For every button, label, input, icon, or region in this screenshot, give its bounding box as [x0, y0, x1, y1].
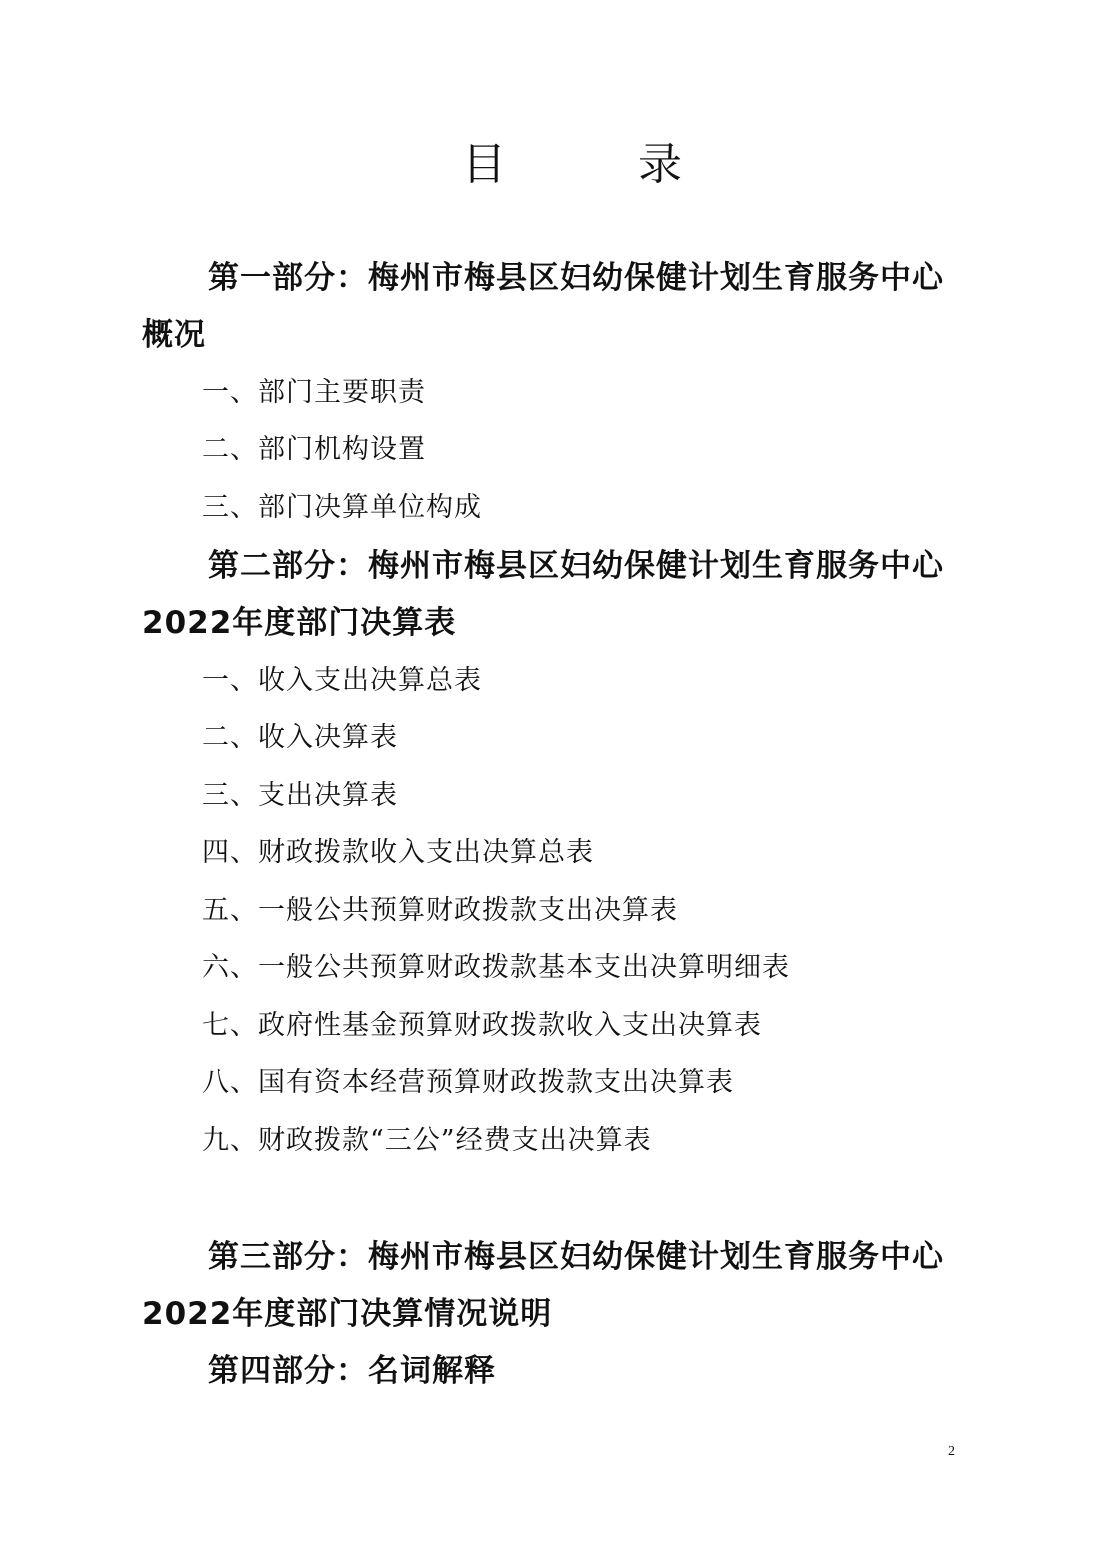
toc-item: 六、一般公共预算财政拨款基本支出决算明细表: [202, 952, 790, 983]
part-4-heading: 第四部分：名词解释: [208, 1353, 496, 1389]
toc-item: 二、收入决算表: [202, 722, 398, 753]
toc-item: 三、支出决算表: [202, 780, 398, 811]
toc-item: 三、部门决算单位构成: [202, 492, 482, 523]
part-2-heading: 第二部分：梅州市梅县区妇幼保健计划生育服务中心 2022年度部门决算表: [142, 548, 944, 641]
toc-item: 九、财政拨款“三公”经费支出决算表: [202, 1125, 652, 1156]
toc-item: 二、部门机构设置: [202, 434, 426, 465]
toc-item: 一、收入支出决算总表: [202, 665, 482, 696]
toc-item: 五、一般公共预算财政拨款支出决算表: [202, 895, 678, 926]
title-char-1: 目: [462, 139, 506, 190]
part-3-heading: 第三部分：梅州市梅县区妇幼保健计划生育服务中心 2022年度部门决算情况说明: [142, 1239, 944, 1332]
page-number: 2: [948, 1444, 955, 1459]
toc-item: 四、财政拨款收入支出决算总表: [202, 837, 594, 868]
toc-item: 一、部门主要职责: [202, 377, 426, 408]
part-1-heading: 第一部分：梅州市梅县区妇幼保健计划生育服务中心 概况: [142, 260, 944, 353]
toc-item: 八、国有资本经营预算财政拨款支出决算表: [202, 1067, 734, 1098]
toc-item: 七、政府性基金预算财政拨款收入支出决算表: [202, 1010, 762, 1041]
title-char-2: 录: [638, 139, 682, 190]
